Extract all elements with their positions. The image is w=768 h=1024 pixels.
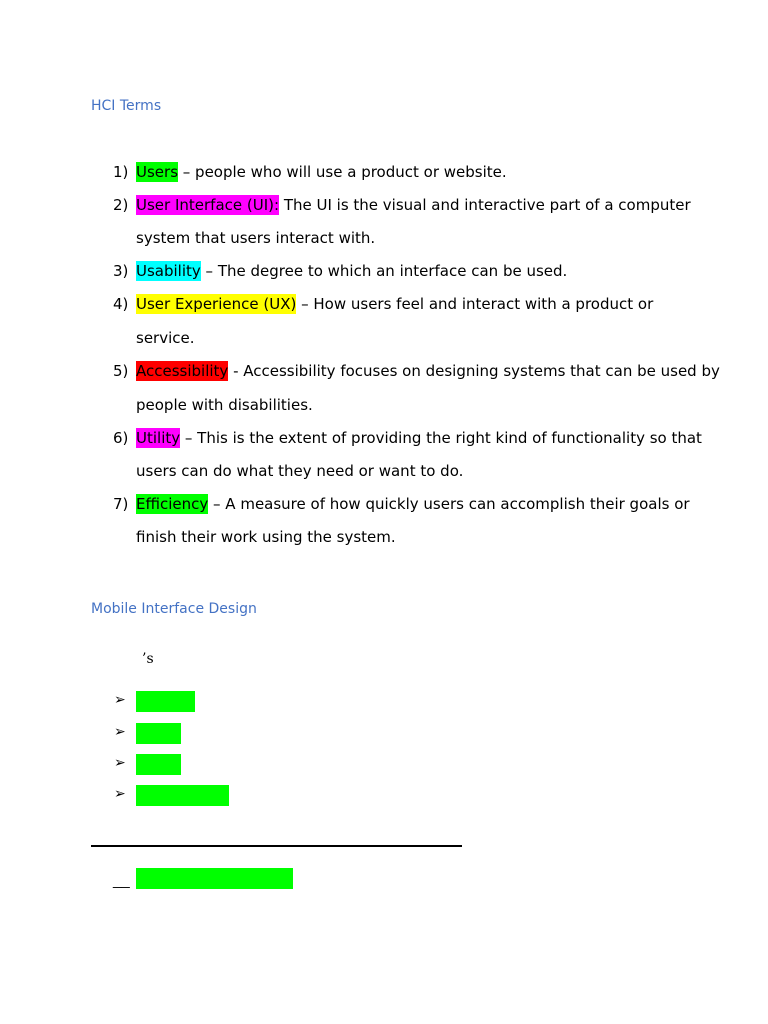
term-continuation: people with disabilities.: [136, 396, 313, 414]
term-definition: – A measure of how quickly users can accomplish their goals or: [208, 495, 690, 513]
term-number: 6): [113, 429, 129, 447]
hci-terms-heading: HCI Terms: [91, 98, 162, 114]
horizontal-rule: [91, 845, 462, 847]
term-definition: - Accessibility focuses on designing systems that can be used by: [228, 362, 720, 380]
arrow-bullet-icon: ➢: [114, 723, 126, 739]
term-highlight: Accessibility: [136, 362, 229, 380]
term-highlight: Users: [136, 163, 179, 181]
term-definition: – How users feel and interact with a product or: [296, 295, 654, 313]
arrow-bullet-icon: ➢: [114, 691, 126, 707]
term-highlight: User Experience (UX): [136, 295, 297, 313]
term-highlight: Utility: [136, 429, 181, 447]
highlight-bar: [136, 868, 293, 889]
term-highlight: Efficiency: [136, 495, 209, 513]
term-number: 4): [113, 295, 129, 313]
highlight-bar: [136, 691, 195, 712]
term-continuation: finish their work using the system.: [136, 528, 396, 546]
term-number: 5): [113, 362, 129, 380]
arrow-bullet-icon: ➢: [114, 754, 126, 770]
mobile-interface-heading: Mobile Interface Design: [91, 601, 257, 617]
term-continuation: users can do what they need or want to do.: [136, 462, 464, 480]
term-number: 1): [113, 163, 129, 181]
term-highlight: Usability: [136, 262, 201, 280]
term-definition: The UI is the visual and interactive part of a computer: [279, 196, 691, 214]
underscore-dash: __: [113, 872, 130, 889]
arrow-bullet-icon: ➢: [114, 785, 126, 801]
highlight-bar: [136, 754, 181, 775]
term-highlight: User Interface (UI):: [136, 196, 280, 214]
term-definition: – people who will use a product or website.: [178, 163, 507, 181]
term-continuation: system that users interact with.: [136, 229, 376, 247]
highlight-bar: [136, 723, 181, 744]
possessive-text: ’s: [142, 651, 154, 667]
term-continuation: service.: [136, 329, 195, 347]
term-definition: – This is the extent of providing the right kind of functionality so that: [180, 429, 702, 447]
term-number: 7): [113, 495, 129, 513]
term-number: 3): [113, 262, 129, 280]
term-definition: – The degree to which an interface can be used.: [200, 262, 568, 280]
term-number: 2): [113, 196, 129, 214]
highlight-bar: [136, 785, 229, 806]
